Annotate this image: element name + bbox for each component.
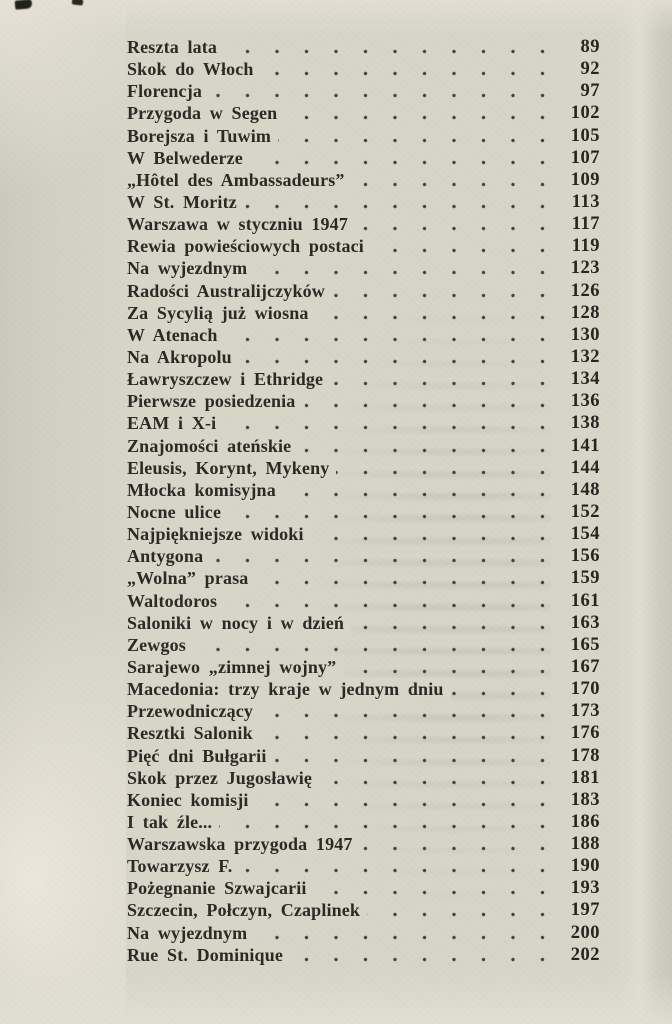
toc-entry — [127, 678, 600, 700]
toc-entry-page-number: 183 — [551, 789, 600, 811]
toc-entry-title: Waltodoros — [127, 590, 224, 612]
toc-entry-page-number: 102 — [551, 102, 600, 124]
toc-entry-title: Florencja — [127, 80, 209, 102]
toc-entry-page-number: 178 — [551, 745, 600, 767]
toc-entry-page-number: 154 — [551, 523, 600, 545]
toc-entry-page-number: 200 — [551, 922, 600, 944]
toc-entry-title: W Atenach — [127, 324, 225, 346]
toc-entry — [127, 412, 600, 434]
toc-entry — [127, 213, 600, 235]
toc-entry — [127, 922, 600, 944]
toc-entry — [127, 590, 600, 612]
toc-entry-title: Towarzysz F. — [127, 855, 239, 877]
toc-entry-page-number: 173 — [551, 700, 600, 722]
toc-entry — [127, 235, 600, 257]
toc-entry — [127, 102, 600, 124]
toc-entry-page-number: 89 — [551, 36, 600, 58]
paper-shading-right — [614, 0, 672, 1024]
toc-entry-page-number: 132 — [551, 346, 600, 368]
toc-entry-title: Radości Australijczyków — [127, 280, 332, 302]
toc-entry-title: Pierwsze posiedzenia — [127, 390, 302, 412]
toc-entry-title: Ławryszczew i Ethridge — [127, 368, 330, 390]
toc-entry-page-number: 181 — [551, 767, 600, 789]
toc-entry-page-number: 186 — [551, 811, 600, 833]
toc-entry-title: „Wolna” prasa — [127, 567, 255, 589]
toc-entry-title: Borejsza i Tuwim — [127, 125, 278, 147]
toc-entry-page-number: 144 — [551, 457, 600, 479]
toc-entry-page-number: 161 — [551, 590, 600, 612]
toc-entry-page-number: 152 — [551, 501, 600, 523]
toc-entry — [127, 877, 600, 899]
toc-entry-page-number: 138 — [551, 412, 600, 434]
toc-entry-page-number: 128 — [551, 302, 600, 324]
toc-entry-title: Rue St. Dominique — [127, 944, 290, 966]
toc-entry-page-number: 130 — [551, 324, 600, 346]
toc-entry — [127, 789, 600, 811]
toc-entry — [127, 899, 600, 921]
toc-entry — [127, 811, 600, 833]
toc-entry-page-number: 167 — [551, 656, 600, 678]
toc-entry-title: Na wyjezdnym — [127, 257, 254, 279]
toc-entry-page-number: 163 — [551, 612, 600, 634]
toc-entry — [127, 435, 600, 457]
toc-entry — [127, 346, 600, 368]
toc-entry-page-number: 148 — [551, 479, 600, 501]
toc-entry — [127, 501, 600, 523]
paper-shading-bottom — [0, 972, 672, 1024]
toc-entry-page-number: 190 — [551, 855, 600, 877]
toc-entry-title: Skok do Włoch — [127, 58, 261, 80]
toc-entry — [127, 767, 600, 789]
toc-entry-page-number: 197 — [551, 899, 600, 921]
toc-entry-page-number: 136 — [551, 390, 600, 412]
toc-entry-title: Przygoda w Segen — [127, 102, 284, 124]
toc-entry-title: Za Sycylią już wiosna — [127, 302, 316, 324]
toc-entry-title: Macedonia: trzy kraje w jednym dniu — [127, 678, 451, 700]
toc-entry-title: Pięć dni Bułgarii — [127, 745, 273, 767]
toc-entry-title: I tak źle... — [127, 811, 219, 833]
toc-entry-title: Warszawa w styczniu 1947 — [127, 213, 355, 235]
toc-entry-title: Najpiękniejsze widoki — [127, 523, 311, 545]
toc-entry — [127, 944, 600, 966]
toc-entry — [127, 722, 600, 744]
toc-entry — [127, 745, 600, 767]
toc-entry-page-number: 188 — [551, 833, 600, 855]
toc-entry-page-number: 92 — [551, 58, 600, 80]
toc-entry — [127, 656, 600, 678]
toc-entry-title: Na wyjezdnym — [127, 922, 254, 944]
toc-entry-page-number: 134 — [551, 368, 600, 390]
toc-entry — [127, 700, 600, 722]
toc-entry-title: Saloniki w nocy i w dzień — [127, 612, 351, 634]
toc-entry — [127, 280, 600, 302]
toc-entry-page-number: 107 — [551, 147, 600, 169]
toc-entry-title: Skok przez Jugosławię — [127, 767, 319, 789]
toc-entry-title: Eleusis, Korynt, Mykeny — [127, 457, 336, 479]
toc-entry — [127, 833, 600, 855]
toc-entry — [127, 634, 600, 656]
toc-entry-page-number: 105 — [551, 125, 600, 147]
toc-entry-title: Na Akropolu — [127, 346, 239, 368]
toc-entry-title: Pożegnanie Szwajcarii — [127, 877, 314, 899]
toc-entry — [127, 169, 600, 191]
toc-entry — [127, 390, 600, 412]
toc-entry — [127, 125, 600, 147]
toc-entry — [127, 523, 600, 545]
toc-entry — [127, 36, 600, 58]
toc-entry-title: Warszawska przygoda 1947 — [127, 833, 360, 855]
toc-entry-title: Sarajewo „zimnej wojny” — [127, 656, 343, 678]
toc-entry-title: Reszta lata — [127, 36, 224, 58]
toc-entry-page-number: 159 — [551, 567, 600, 589]
toc-entry-page-number: 193 — [551, 877, 600, 899]
toc-entry-page-number: 109 — [551, 169, 600, 191]
toc-entry — [127, 612, 600, 634]
toc-entry-page-number: 141 — [551, 435, 600, 457]
toc-entry — [127, 80, 600, 102]
toc-entry-title: Przewodniczący — [127, 700, 260, 722]
toc-entry — [127, 545, 600, 567]
toc-entry-page-number: 165 — [551, 634, 600, 656]
toc-entry-page-number: 202 — [551, 944, 600, 966]
toc-entry — [127, 324, 600, 346]
toc-entry — [127, 479, 600, 501]
toc-entry-title: Koniec komisji — [127, 789, 256, 811]
toc-entry — [127, 147, 600, 169]
toc-entry — [127, 191, 600, 213]
toc-entry-page-number: 176 — [551, 722, 600, 744]
toc-entry-page-number: 170 — [551, 678, 600, 700]
toc-entry — [127, 567, 600, 589]
toc-entry-page-number: 119 — [551, 235, 600, 257]
toc-entry — [127, 257, 600, 279]
toc-entry-page-number: 126 — [551, 280, 600, 302]
paper-shading-left — [0, 0, 126, 1024]
toc-entry-title: W Belwederze — [127, 147, 250, 169]
toc-entry-title: Resztki Salonik — [127, 722, 260, 744]
toc-entry-title: Młocka komisyjna — [127, 479, 283, 501]
toc-entry-title: Szczecin, Połczyn, Czaplinek — [127, 899, 367, 921]
toc-entry-page-number: 113 — [551, 191, 600, 213]
toc-entry — [127, 58, 600, 80]
toc-entry-title: EAM i X-i — [127, 412, 223, 434]
toc-entry-page-number: 123 — [551, 257, 600, 279]
toc-entry — [127, 302, 600, 324]
toc-entry-title: Znajomości ateńskie — [127, 435, 298, 457]
toc-entry-title: Antygona — [127, 545, 210, 567]
ink-mark — [15, 0, 33, 10]
toc-entry-page-number: 117 — [551, 213, 600, 235]
toc-entry — [127, 368, 600, 390]
toc-entry-title: „Hôtel des Ambassadeurs” — [127, 169, 352, 191]
toc-entry-title: W St. Moritz — [127, 191, 244, 213]
toc-list — [127, 36, 600, 966]
toc-entry-title: Zewgos — [127, 634, 193, 656]
toc-entry-title: Nocne ulice — [127, 501, 228, 523]
toc-entry — [127, 457, 600, 479]
toc-entry — [127, 855, 600, 877]
toc-entry-page-number: 156 — [551, 545, 600, 567]
toc-entry-title: Rewia powieściowych postaci — [127, 235, 371, 257]
paper-shading-top — [0, 0, 672, 34]
ink-mark — [72, 0, 84, 6]
toc-entry-page-number: 97 — [551, 80, 600, 102]
